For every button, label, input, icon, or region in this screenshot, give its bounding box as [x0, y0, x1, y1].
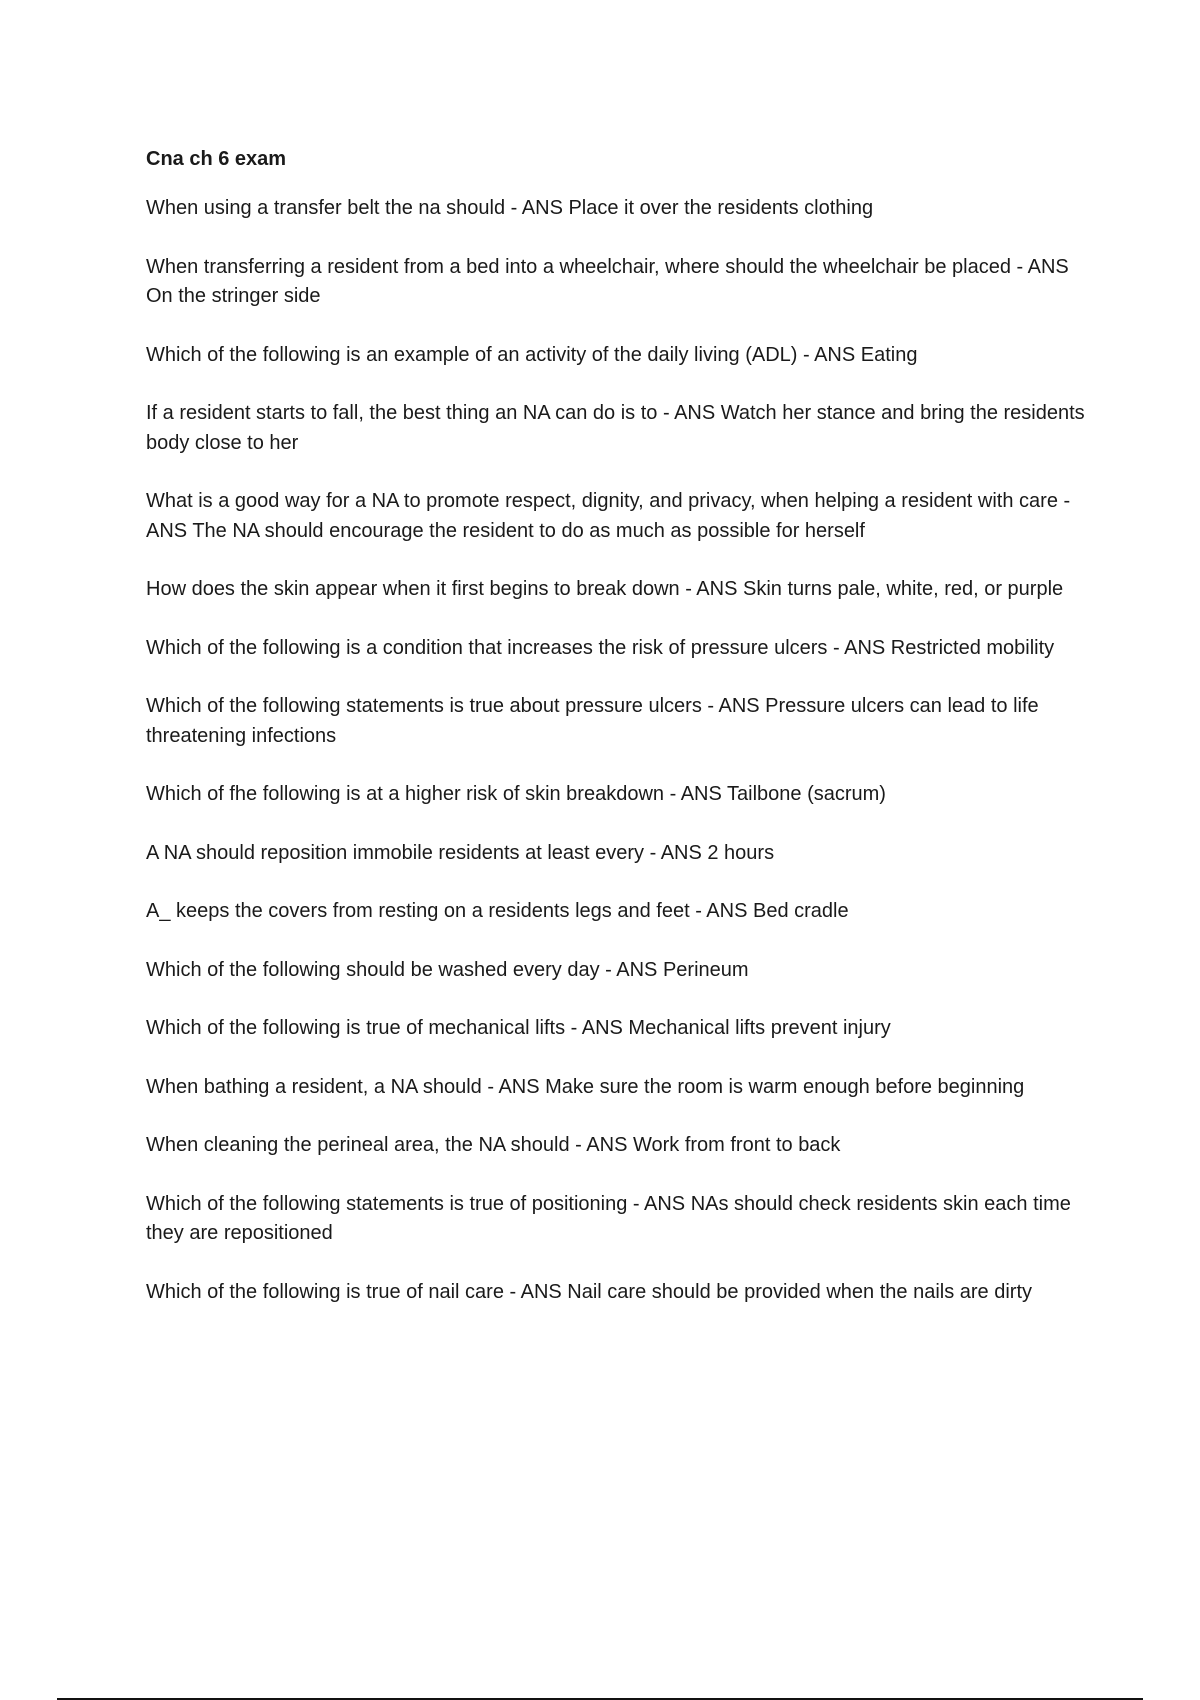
qa-item-13: Which of the following is true of mechanical lifts - ANS Mechanical lifts prevent injury — [146, 1017, 891, 1039]
qa-item-7: Which of the following is a condition that increases the risk of pressure ulcers - ANS Restricted mobility — [146, 636, 1055, 659]
document-page — [146, 144, 1086, 1336]
qa-item-11: A_ keeps the covers from resting on a residents legs and feet - ANS Bed cradle — [146, 900, 849, 922]
qa-item-8: Which of the following statements is true about pressure ulcers - ANS Pressure ulcers can lead to life threatening infections — [146, 695, 1039, 747]
qa-item-2: When transferring a resident from a bed into a wheelchair, where should the wheelchair be placed - ANS On the stringer side — [146, 255, 1069, 307]
qa-item-1: When using a transfer belt the na should - ANS Place it over the residents clothing — [146, 197, 874, 219]
qa-item-3: Which of the following is an example of an activity of the daily living (ADL) - ANS Eating — [146, 343, 918, 366]
qa-item-16: Which of the following statements is true of positioning - ANS NAs should check residents skin each time they are repositioned — [146, 1192, 1071, 1244]
qa-item-4: If a resident starts to fall, the best thing an NA can do is to - ANS Watch her stance and bring the residents body close to her — [146, 402, 1085, 454]
question-answer-list — [146, 194, 1086, 1307]
qa-item-14: When bathing a resident, a NA should - ANS Make sure the room is warm enough before beginning — [146, 1075, 1025, 1098]
qa-item-6: How does the skin appear when it first begins to break down - ANS Skin turns pale, white, red, or purple — [146, 578, 1064, 600]
qa-item-10: A NA should reposition immobile residents at least every - ANS 2 hours — [146, 841, 775, 864]
document-title: Cna ch 6 exam — [146, 148, 287, 170]
qa-item-9: Which of fhe following is at a higher risk of skin breakdown - ANS Tailbone (sacrum) — [146, 783, 886, 805]
qa-item-17: Which of the following is true of nail care - ANS Nail care should be provided when the nails are dirty — [146, 1280, 1033, 1303]
qa-item-12: Which of the following should be washed every day - ANS Perineum — [146, 958, 749, 981]
qa-item-15: When cleaning the perineal area, the NA should - ANS Work from front to back — [146, 1134, 841, 1156]
qa-item-5: What is a good way for a NA to promote respect, dignity, and privacy, when helping a resident with care - ANS The NA should encourage the resident to do as much as possible for herself — [146, 490, 1071, 542]
